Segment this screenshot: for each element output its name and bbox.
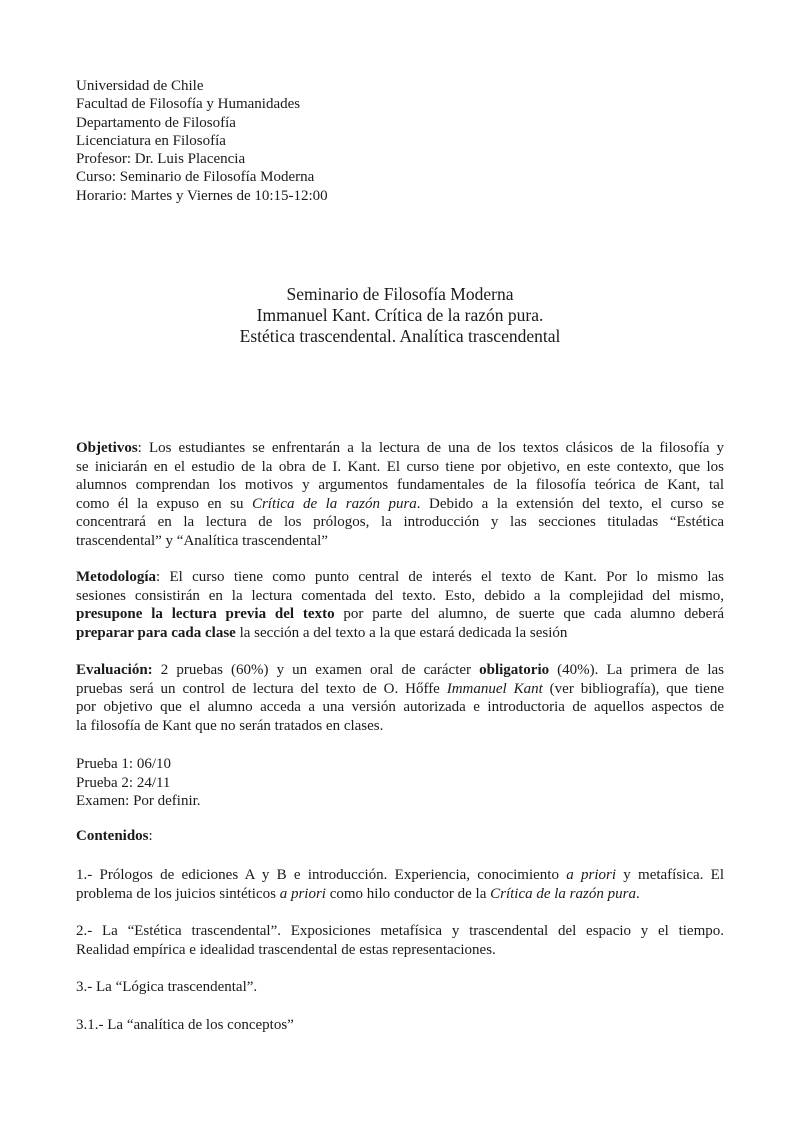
metodologia-label: Metodología — [76, 569, 156, 585]
faculty-line: Facultad de Filosofía y Humanidades — [76, 96, 301, 113]
professor-line: Profesor: Dr. Luis Placencia — [76, 151, 246, 168]
metodologia-bold-2: preparar para cada clase — [76, 624, 236, 641]
item1-text-2c: . — [635, 885, 640, 902]
item1-text-2b: como hilo conductor de la — [325, 885, 491, 902]
objetivos-label: Objetivos — [76, 440, 138, 456]
item1-text-1b: y metafísica. El — [616, 867, 725, 883]
title-line-1: Seminario de Filosofía Moderna — [286, 284, 514, 304]
objetivos-text-5: concentrará en la lectura de los prólogos, la introducción y las secciones tituladas “Estética — [76, 514, 724, 531]
title-line-3: Estética trascendental. Analítica trascendental — [239, 326, 561, 346]
objetivos-text-4a: como él la expuso en su — [76, 495, 252, 512]
contenidos-label: Contenidos — [76, 828, 149, 844]
document-title — [0, 284, 800, 347]
metodologia-text-4: la sección a del texto a la que estará dedicada la sesión — [235, 624, 568, 641]
evaluacion-text-1a: 2 pruebas (60%) y un examen oral de carácter — [152, 662, 480, 678]
fechas-list — [76, 755, 201, 811]
schedule-line: Horario: Martes y Viernes de 10:15-12:00 — [76, 187, 328, 204]
evaluacion-text-3: por objetivo que el alumno acceda a una versión autorizada e introductoria de aquellos aspectos de — [76, 699, 724, 716]
objetivos-section — [76, 439, 724, 551]
evaluacion-bold: obligatorio — [479, 662, 550, 678]
evaluacion-text-2b: (ver bibliografía), que tiene — [542, 680, 724, 697]
examen-date: Examen: Por definir. — [76, 793, 201, 810]
item1-text-1a: 1.- Prólogos de ediciones A y B e introducción. Experiencia, conocimiento — [76, 867, 567, 883]
item1-apriori-1: a priori — [566, 867, 616, 883]
contenidos-item-3: 3.- La “Lógica trascendental”. — [76, 979, 258, 995]
contenidos-item-1 — [76, 866, 724, 903]
item1-book-title: Crítica de la razón pura — [490, 885, 636, 902]
item2-text-1: 2.- La “Estética trascendental”. Exposiciones metafísica y trascendental del espacio y el tiempo. — [76, 923, 724, 939]
evaluacion-text-1c: (40%). La primera de las — [549, 662, 724, 678]
university-line: Universidad de Chile — [76, 78, 204, 94]
contenidos-heading — [76, 827, 153, 846]
objetivos-book-title: Crítica de la razón pura — [251, 495, 417, 512]
metodologia-section — [76, 568, 724, 642]
department-line: Departamento de Filosofía — [76, 114, 236, 131]
degree-line: Licenciatura en Filosofía — [76, 132, 226, 149]
evaluacion-section — [76, 661, 724, 735]
evaluacion-label: Evaluación: — [76, 662, 153, 678]
metodologia-text-2: sesiones consistirán en la lectura comentada del texto. Esto, debido a la complejidad del mismo, — [76, 587, 724, 604]
contenidos-item-2 — [76, 922, 724, 959]
institution-header — [76, 77, 328, 205]
objetivos-text-6: trascendental” y “Analítica trascendental” — [76, 532, 328, 549]
evaluacion-book-title: Immanuel Kant — [446, 680, 543, 697]
contenidos-colon: : — [148, 828, 153, 844]
course-line: Curso: Seminario de Filosofía Moderna — [76, 169, 315, 186]
item1-apriori-2: a priori — [279, 885, 326, 902]
prueba-1-date: Prueba 1: 06/10 — [76, 756, 171, 772]
objetivos-text-4b: . Debido a la extensión del texto, el curso se — [416, 495, 725, 512]
objetivos-text-2: se iniciarán en el estudio de la obra de I. Kant. El curso tiene por objetivo, en este contexto, que los — [76, 458, 724, 475]
metodologia-bold-1: presupone la lectura previa del texto — [76, 606, 335, 623]
objetivos-text-3: alumnos comprendan los motivos y argumentos fundamentales de la filosofía teórica de Kant, tal — [76, 477, 724, 494]
evaluacion-text-4: la filosofía de Kant que no serán tratados en clases. — [76, 717, 384, 734]
contenidos-item-3-1: 3.1.- La “analítica de los conceptos” — [76, 1017, 294, 1033]
evaluacion-text-2a: pruebas será un control de lectura del texto de O. Hőffe — [76, 680, 447, 697]
objetivos-text-1: : Los estudiantes se enfrentarán a la lectura de una de los textos clásicos de la filosofía y — [137, 440, 724, 456]
item1-text-2a: problema de los juicios sintéticos — [76, 885, 280, 902]
item2-text-2: Realidad empírica e idealidad trascendental de estas representaciones. — [76, 941, 496, 958]
metodologia-text-3: por parte del alumno, de suerte que cada alumno deberá — [334, 606, 724, 623]
metodologia-text-1: : El curso tiene como punto central de interés el texto de Kant. Por lo mismo las — [156, 569, 724, 585]
title-line-2: Immanuel Kant. Crítica de la razón pura. — [256, 305, 544, 325]
prueba-2-date: Prueba 2: 24/11 — [76, 774, 171, 791]
